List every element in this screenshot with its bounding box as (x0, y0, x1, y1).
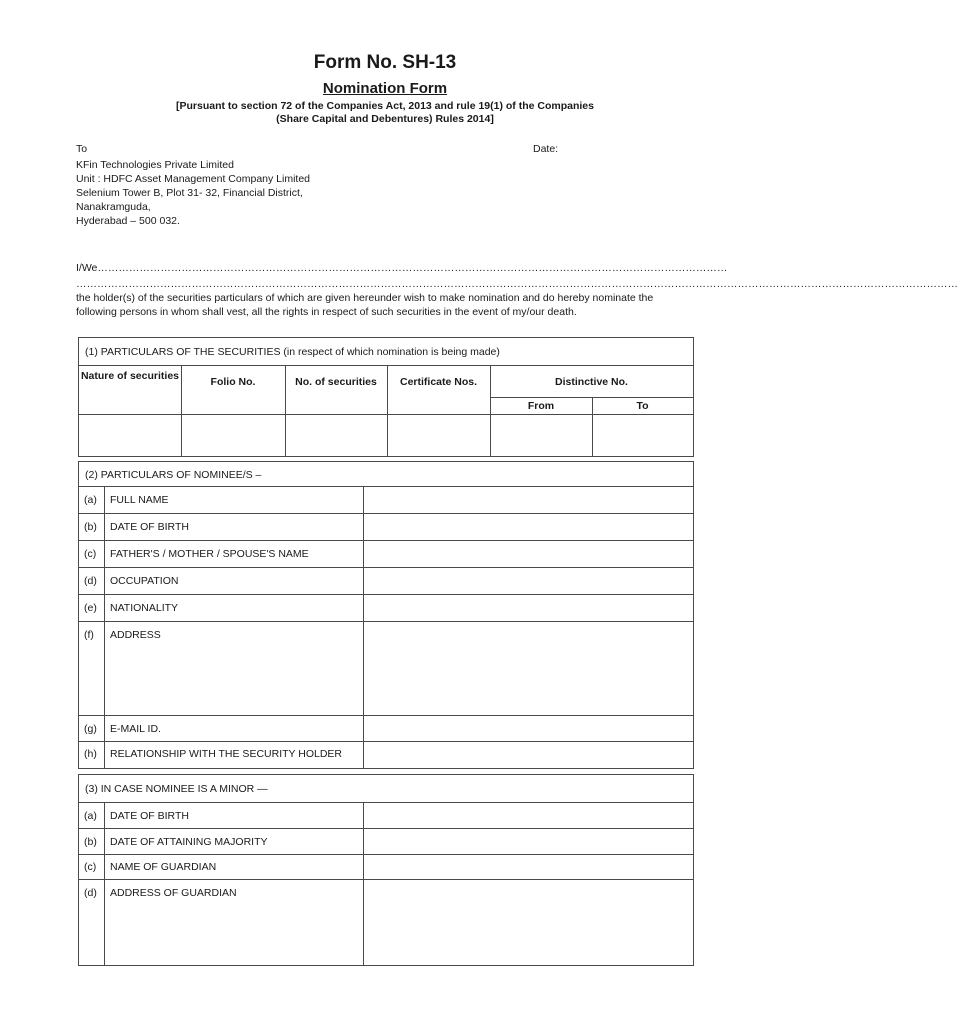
nominee-email-label: E-MAIL ID. (110, 723, 161, 735)
nominee-row-letter: (b) (84, 521, 97, 533)
date-label: Date: (533, 143, 559, 155)
col-folio-no: Folio No. (210, 376, 256, 388)
minor-dob-field[interactable] (364, 803, 693, 828)
minor-row-letter: (b) (84, 836, 97, 848)
address-line: Unit : HDFC Asset Management Company Limited (76, 173, 311, 185)
nominee-address-field[interactable] (364, 622, 693, 715)
nominee-row-letter: (g) (84, 723, 97, 735)
nominee-row-letter: (a) (84, 494, 97, 506)
nominee-nationality-field[interactable] (364, 595, 693, 621)
pursuant-line-2: (Share Capital and Debentures) Rules 2014] (276, 113, 494, 125)
no-of-securities-field[interactable] (286, 415, 387, 455)
col-certificate-nos: Certificate Nos. (399, 376, 478, 388)
guardian-name-label: NAME OF GUARDIAN (110, 861, 217, 873)
nominee-parent-spouse-label: FATHER'S / MOTHER / SPOUSE'S NAME (110, 548, 309, 560)
nominee-nationality-label: NATIONALITY (110, 602, 179, 614)
section1-title: (1) PARTICULARS OF THE SECURITIES (in respect of which nomination is being made) (85, 346, 500, 358)
declaration-line-1: the holder(s) of the securities particulars of which are given hereunder wish to make nomination and do hereby nominate the (76, 292, 654, 304)
nominee-relationship-field[interactable] (364, 742, 693, 767)
addressee-block (76, 158, 310, 228)
nominee-dob-label: DATE OF BIRTH (110, 521, 189, 533)
minor-row-letter: (d) (84, 887, 97, 899)
nominee-full-name-field[interactable] (364, 487, 693, 513)
nominee-occupation-label: OCCUPATION (110, 575, 179, 587)
col-distinctive-no: Distinctive No. (555, 376, 628, 388)
holder-name-continuation-line[interactable]: ……………………………………………………………………………………………………………………………………………………………………………………………………………………………… (76, 278, 958, 290)
address-line: Nanakramguda, (76, 201, 151, 213)
nominee-occupation-field[interactable] (364, 568, 693, 594)
nominee-row-letter: (e) (84, 602, 97, 614)
nominee-row-letter: (h) (84, 748, 97, 760)
col-to: To (636, 400, 649, 412)
guardian-address-field[interactable] (364, 880, 693, 964)
nominee-dob-field[interactable] (364, 514, 693, 540)
minor-dob-label: DATE OF BIRTH (110, 810, 189, 822)
folio-no-field[interactable] (182, 415, 285, 455)
address-line: Selenium Tower B, Plot 31- 32, Financial District, (76, 187, 303, 199)
nominee-full-name-label: FULL NAME (110, 494, 169, 506)
address-line: KFin Technologies Private Limited (76, 159, 234, 171)
form-subtitle: Nomination Form (322, 80, 448, 97)
col-from: From (527, 400, 555, 412)
section3-title: (3) IN CASE NOMINEE IS A MINOR — (85, 783, 268, 795)
col-nature-of-securities: Nature of securities (80, 370, 180, 382)
form-number-title: Form No. SH-13 (313, 52, 457, 73)
nominee-email-field[interactable] (364, 716, 693, 741)
holder-name-line[interactable]: I/We……………………………………………………………………………………………………………………………………………………………… (76, 262, 728, 274)
nominee-address-label: ADDRESS (110, 629, 161, 641)
guardian-name-field[interactable] (364, 855, 693, 879)
address-line: Hyderabad – 500 032. (76, 215, 180, 227)
distinctive-from-field[interactable] (491, 415, 592, 455)
to-label: To (76, 143, 88, 155)
nature-of-securities-field[interactable] (79, 415, 181, 455)
declaration-line-2: following persons in whom shall vest, all the rights in respect of such securities in the event of my/our death. (76, 306, 577, 318)
declaration-text (76, 291, 696, 319)
minor-row-letter: (c) (84, 861, 97, 873)
distinctive-to-field[interactable] (593, 415, 693, 455)
guardian-address-label: ADDRESS OF GUARDIAN (110, 887, 237, 899)
nominee-row-letter: (c) (84, 548, 97, 560)
nominee-relationship-label: RELATIONSHIP WITH THE SECURITY HOLDER (110, 748, 343, 760)
nominee-parent-spouse-field[interactable] (364, 541, 693, 567)
section2-title: (2) PARTICULARS OF NOMINEE/S – (85, 469, 262, 481)
nominee-particulars-table (78, 461, 694, 769)
certificate-nos-field[interactable] (388, 415, 490, 455)
nominee-row-letter: (f) (84, 629, 94, 641)
minor-majority-date-label: DATE OF ATTAINING MAJORITY (110, 836, 268, 848)
col-no-of-securities: No. of securities (295, 376, 377, 388)
minor-majority-date-field[interactable] (364, 829, 693, 854)
pursuant-line-1: [Pursuant to section 72 of the Companies Act, 2013 and rule 19(1) of the Companies (176, 100, 594, 112)
securities-table (78, 337, 694, 457)
minor-row-letter: (a) (84, 810, 97, 822)
nominee-row-letter: (d) (84, 575, 97, 587)
pursuant-note (0, 100, 770, 126)
minor-nominee-table (78, 774, 694, 966)
